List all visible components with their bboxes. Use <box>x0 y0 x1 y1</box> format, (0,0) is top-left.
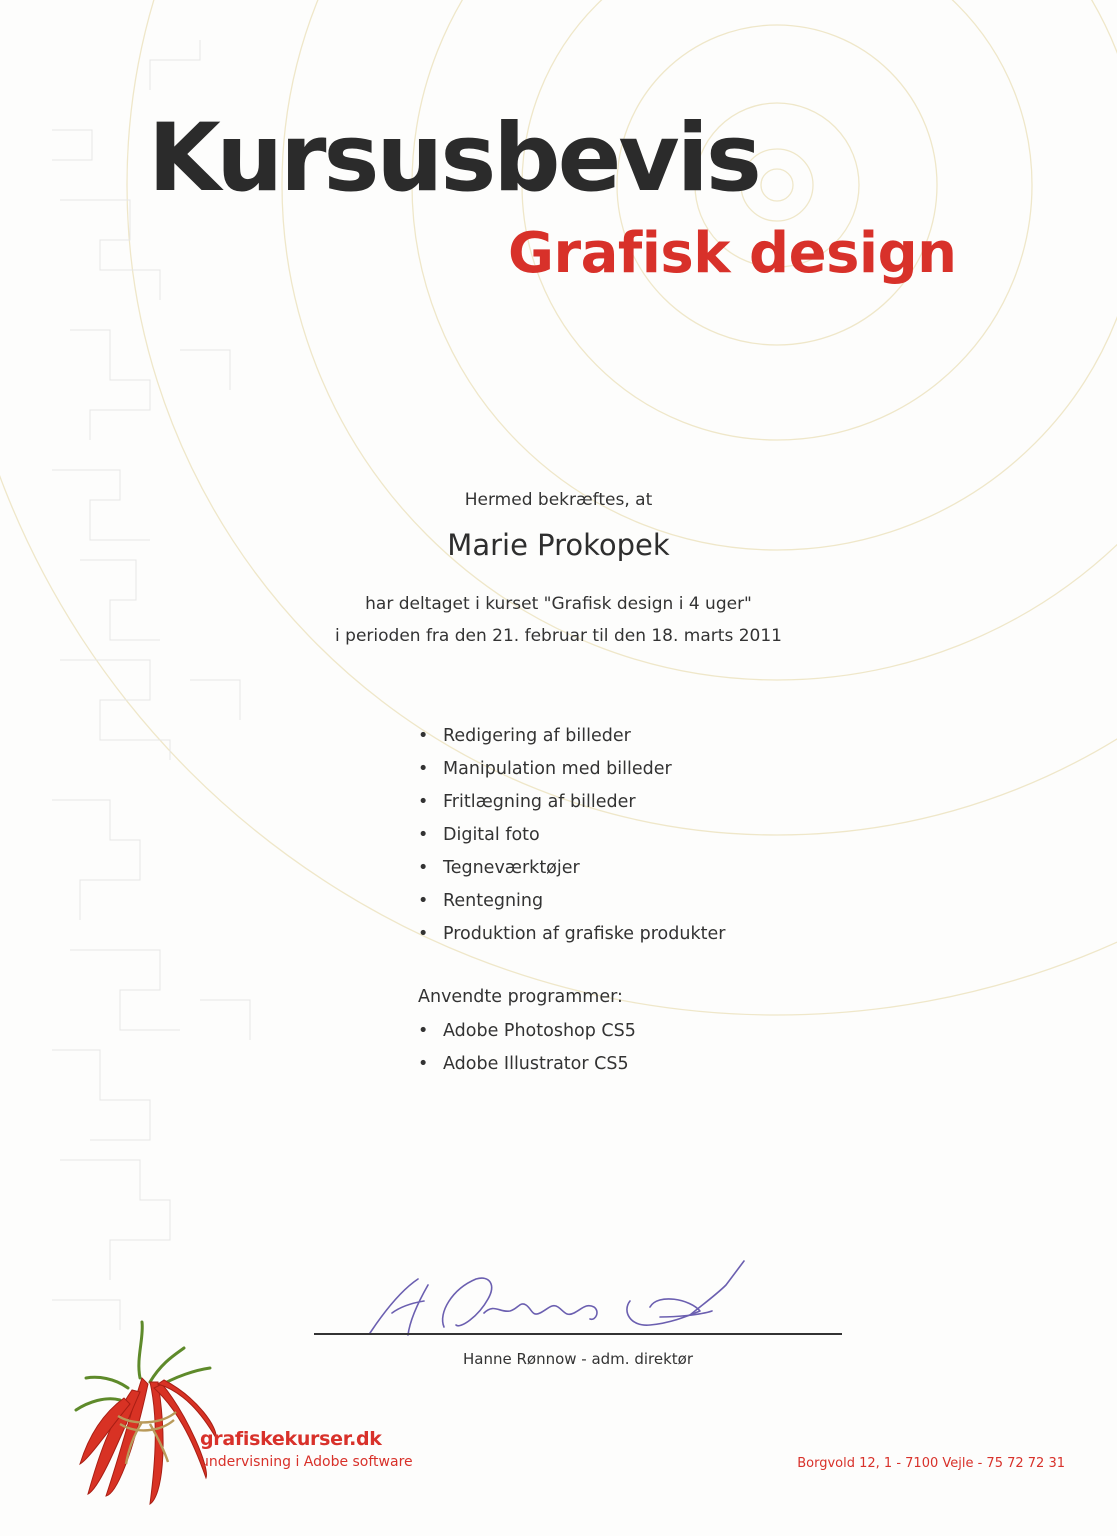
recipient-name: Marie Prokopek <box>447 528 670 562</box>
list-item: • Adobe Photoshop CS5 <box>418 1017 636 1050</box>
list-item: • Adobe Illustrator CS5 <box>418 1050 636 1083</box>
list-item: • Produktion af grafiske produkter <box>418 920 725 953</box>
list-item: • Fritlægning af billeder <box>418 788 725 821</box>
list-item: • Tegneværktøjer <box>418 854 725 887</box>
logo-text: grafiskekurser.dk <box>200 1428 382 1450</box>
programs-list <box>418 1017 636 1083</box>
certificate-title: Kursusbevis <box>148 104 759 213</box>
signature-line <box>314 1333 842 1335</box>
topics-list <box>418 722 725 953</box>
list-item: • Manipulation med billeder <box>418 755 725 788</box>
tagline: undervisning i Adobe software <box>200 1454 413 1470</box>
certificate-subtitle: Grafisk design <box>508 221 957 286</box>
list-item: • Rentegning <box>418 887 725 920</box>
period-line: i perioden fra den 21. februar til den 18. marts 2011 <box>335 626 782 646</box>
course-description <box>0 588 1117 652</box>
address-text: Borgvold 12, 1 - 7100 Vejle - 75 72 72 31 <box>797 1456 1065 1471</box>
chili-peppers-icon <box>58 1318 228 1513</box>
course-line: har deltaget i kurset "Grafisk design i 4 uger" <box>365 594 752 614</box>
signature-icon <box>360 1255 750 1345</box>
list-item: • Digital foto <box>418 821 725 854</box>
list-item: • Redigering af billeder <box>418 722 725 755</box>
confirmation-text: Hermed bekræftes, at <box>464 490 653 510</box>
programs-heading: Anvendte programmer: <box>418 987 623 1007</box>
signer-caption: Hanne Rønnow - adm. direktør <box>462 1350 694 1368</box>
